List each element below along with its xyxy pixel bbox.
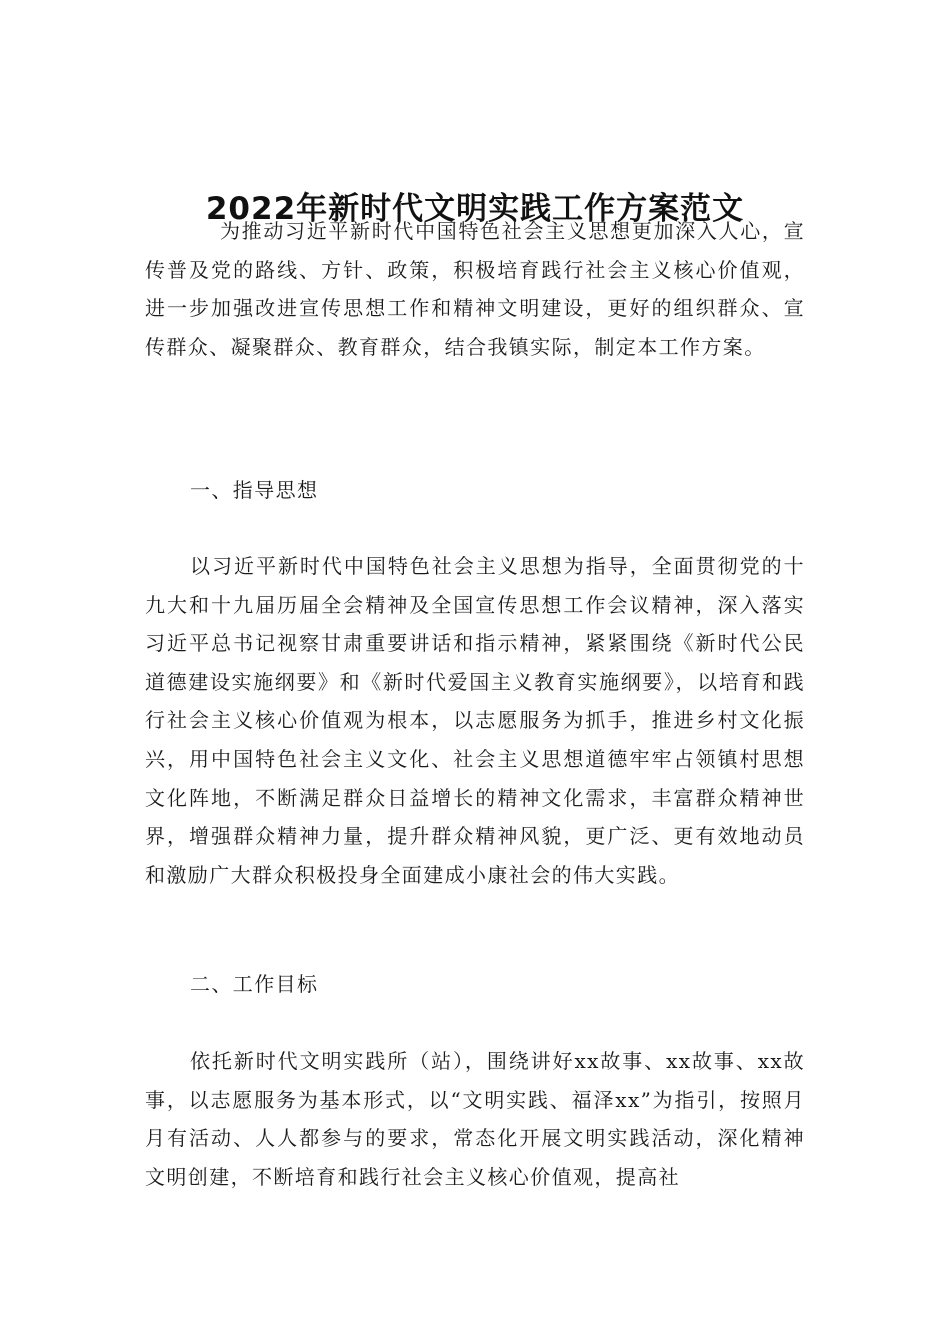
section-body-work-goals: 依托新时代文明实践所（站），围绕讲好xx故事、xx故事、xx故事，以志愿服务为基本形式，以“文明实践、福泽xx”为指引，按照月月有活动、人人都参与的要求，常态化开展文明实践活动，深化精神文明创建，不断培育和践行社会主义核心价值观，提高社 [145,1049,805,1189]
document-title: 2022年新时代文明实践工作方案范文 [205,191,745,227]
section-heading-guiding-thought: 一、指导思想 [190,478,319,502]
intro-paragraph: 为推动习近平新时代中国特色社会主义思想更加深入人心，宣传普及党的路线、方针、政策，积极培育践行社会主义核心价值观，进一步加强改进宣传思想工作和精神文明建设，更好的组织群众、宣传群众、凝聚群众、教育群众，结合我镇实际，制定本工作方案。 [145,219,805,359]
section-heading-work-goals: 二、工作目标 [190,972,319,996]
section-body-guiding-thought: 以习近平新时代中国特色社会主义思想为指导，全面贯彻党的十九大和十九届历届全会精神及全国宣传思想工作会议精神，深入落实习近平总书记视察甘肃重要讲话和指示精神，紧紧围绕《新时代公民道德建设实施纲要》和《新时代爱国主义教育实施纲要》，以培育和践行社会主义核心价值观为根本，以志愿服务为抓手，推进乡村文化振兴，用中国特色社会主义文化、社会主义思想道德牢牢占领镇村思想文化阵地，不断满足群众日益增长的精神文化需求，丰富群众精神世界，增强群众精神力量，提升群众精神风貌，更广泛、更有效地动员和激励广大群众积极投身全面建成小康社会的伟大实践。 [145,554,805,887]
